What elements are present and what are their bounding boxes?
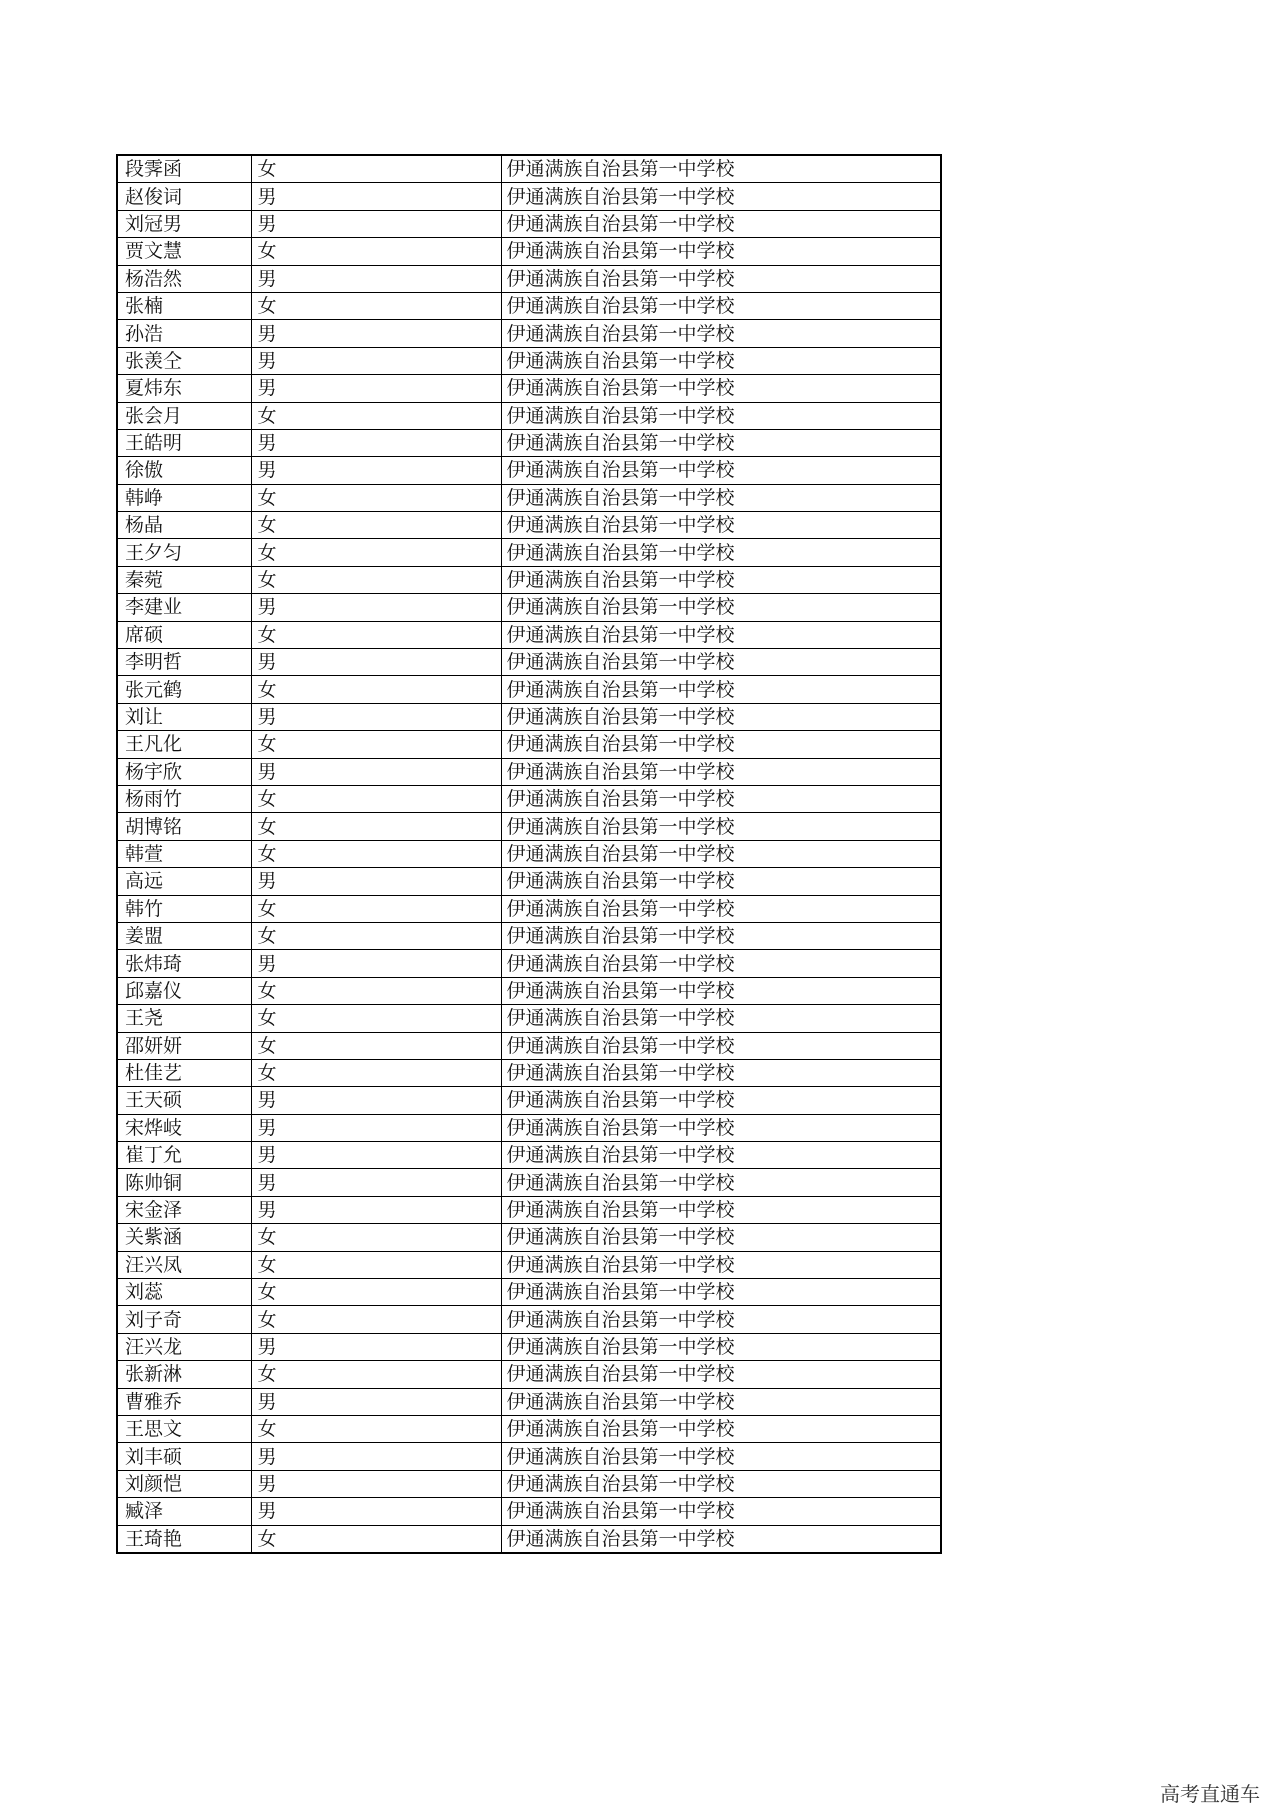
table-row [117, 1279, 941, 1306]
table-row [117, 1443, 941, 1470]
name-cell: 张炜琦 [117, 950, 251, 977]
name-cell: 徐傲 [117, 457, 251, 484]
name-cell: 邱嘉仪 [117, 977, 251, 1004]
school-cell: 伊通满族自治县第一中学校 [501, 1279, 941, 1306]
name-cell: 胡博铭 [117, 813, 251, 840]
school-cell: 伊通满族自治县第一中学校 [501, 594, 941, 621]
gender-cell: 男 [251, 1333, 501, 1360]
table-row [117, 1415, 941, 1442]
table-row [117, 566, 941, 593]
gender-cell: 女 [251, 785, 501, 812]
school-cell: 伊通满族自治县第一中学校 [501, 1415, 941, 1442]
table-row [117, 676, 941, 703]
name-cell: 汪兴凤 [117, 1251, 251, 1278]
table-row [117, 457, 941, 484]
gender-cell: 男 [251, 1443, 501, 1470]
roster-table-body [117, 155, 941, 1553]
name-cell: 韩峥 [117, 484, 251, 511]
table-row [117, 155, 941, 183]
gender-cell: 女 [251, 1005, 501, 1032]
gender-cell: 男 [251, 868, 501, 895]
gender-cell: 女 [251, 977, 501, 1004]
table-row [117, 1169, 941, 1196]
table-row [117, 1361, 941, 1388]
name-cell: 宋烨岐 [117, 1114, 251, 1141]
school-cell: 伊通满族自治县第一中学校 [501, 868, 941, 895]
school-cell: 伊通满族自治县第一中学校 [501, 1443, 941, 1470]
school-cell: 伊通满族自治县第一中学校 [501, 375, 941, 402]
school-cell: 伊通满族自治县第一中学校 [501, 457, 941, 484]
school-cell: 伊通满族自治县第一中学校 [501, 840, 941, 867]
school-cell: 伊通满族自治县第一中学校 [501, 539, 941, 566]
gender-cell: 男 [251, 1388, 501, 1415]
table-row [117, 1142, 941, 1169]
school-cell: 伊通满族自治县第一中学校 [501, 1498, 941, 1525]
school-cell: 伊通满族自治县第一中学校 [501, 402, 941, 429]
table-row [117, 1224, 941, 1251]
name-cell: 王天硕 [117, 1087, 251, 1114]
school-cell: 伊通满族自治县第一中学校 [501, 265, 941, 292]
gender-cell: 女 [251, 1059, 501, 1086]
school-cell: 伊通满族自治县第一中学校 [501, 210, 941, 237]
name-cell: 王尧 [117, 1005, 251, 1032]
gender-cell: 男 [251, 265, 501, 292]
name-cell: 席硕 [117, 621, 251, 648]
school-cell: 伊通满族自治县第一中学校 [501, 1361, 941, 1388]
name-cell: 李明哲 [117, 649, 251, 676]
school-cell: 伊通满族自治县第一中学校 [501, 1388, 941, 1415]
gender-cell: 女 [251, 238, 501, 265]
school-cell: 伊通满族自治县第一中学校 [501, 621, 941, 648]
name-cell: 杨浩然 [117, 265, 251, 292]
school-cell: 伊通满族自治县第一中学校 [501, 484, 941, 511]
school-cell: 伊通满族自治县第一中学校 [501, 183, 941, 210]
gender-cell: 女 [251, 566, 501, 593]
school-cell: 伊通满族自治县第一中学校 [501, 676, 941, 703]
table-row [117, 731, 941, 758]
table-row [117, 649, 941, 676]
table-row [117, 1306, 941, 1333]
school-cell: 伊通满族自治县第一中学校 [501, 238, 941, 265]
gender-cell: 女 [251, 1525, 501, 1553]
gender-cell: 女 [251, 402, 501, 429]
school-cell: 伊通满族自治县第一中学校 [501, 895, 941, 922]
table-row [117, 922, 941, 949]
table-row [117, 238, 941, 265]
school-cell: 伊通满族自治县第一中学校 [501, 1251, 941, 1278]
name-cell: 高远 [117, 868, 251, 895]
table-row [117, 868, 941, 895]
school-cell: 伊通满族自治县第一中学校 [501, 347, 941, 374]
name-cell: 贾文慧 [117, 238, 251, 265]
school-cell: 伊通满族自治县第一中学校 [501, 1169, 941, 1196]
gender-cell: 女 [251, 1032, 501, 1059]
table-row [117, 785, 941, 812]
gender-cell: 女 [251, 676, 501, 703]
table-row [117, 977, 941, 1004]
gender-cell: 女 [251, 895, 501, 922]
table-row [117, 1498, 941, 1525]
school-cell: 伊通满族自治县第一中学校 [501, 950, 941, 977]
name-cell: 汪兴龙 [117, 1333, 251, 1360]
gender-cell: 男 [251, 1470, 501, 1497]
gender-cell: 男 [251, 183, 501, 210]
school-cell: 伊通满族自治县第一中学校 [501, 1196, 941, 1223]
name-cell: 张楠 [117, 292, 251, 319]
gender-cell: 男 [251, 758, 501, 785]
table-row [117, 429, 941, 456]
gender-cell: 男 [251, 457, 501, 484]
table-row [117, 813, 941, 840]
table-row [117, 512, 941, 539]
table-row [117, 265, 941, 292]
table-row [117, 375, 941, 402]
gender-cell: 男 [251, 347, 501, 374]
table-row [117, 1470, 941, 1497]
table-row [117, 1196, 941, 1223]
gender-cell: 女 [251, 840, 501, 867]
name-cell: 宋金泽 [117, 1196, 251, 1223]
school-cell: 伊通满族自治县第一中学校 [501, 785, 941, 812]
gender-cell: 男 [251, 594, 501, 621]
table-row [117, 1087, 941, 1114]
school-cell: 伊通满族自治县第一中学校 [501, 1470, 941, 1497]
name-cell: 杨晶 [117, 512, 251, 539]
table-row [117, 1032, 941, 1059]
name-cell: 王凡化 [117, 731, 251, 758]
table-row [117, 1388, 941, 1415]
name-cell: 杜佳艺 [117, 1059, 251, 1086]
gender-cell: 女 [251, 1224, 501, 1251]
school-cell: 伊通满族自治县第一中学校 [501, 429, 941, 456]
school-cell: 伊通满族自治县第一中学校 [501, 155, 941, 183]
table-row [117, 1114, 941, 1141]
gender-cell: 女 [251, 621, 501, 648]
gender-cell: 女 [251, 1306, 501, 1333]
name-cell: 王皓明 [117, 429, 251, 456]
school-cell: 伊通满族自治县第一中学校 [501, 703, 941, 730]
name-cell: 张会月 [117, 402, 251, 429]
table-row [117, 210, 941, 237]
gender-cell: 女 [251, 1251, 501, 1278]
school-cell: 伊通满族自治县第一中学校 [501, 512, 941, 539]
name-cell: 关紫涵 [117, 1224, 251, 1251]
table-row [117, 484, 941, 511]
name-cell: 刘子奇 [117, 1306, 251, 1333]
name-cell: 夏炜东 [117, 375, 251, 402]
gender-cell: 男 [251, 320, 501, 347]
name-cell: 张新淋 [117, 1361, 251, 1388]
table-row [117, 1525, 941, 1553]
name-cell: 刘让 [117, 703, 251, 730]
gender-cell: 女 [251, 1279, 501, 1306]
gender-cell: 男 [251, 1498, 501, 1525]
name-cell: 邵妍妍 [117, 1032, 251, 1059]
school-cell: 伊通满族自治县第一中学校 [501, 1142, 941, 1169]
school-cell: 伊通满族自治县第一中学校 [501, 1306, 941, 1333]
gender-cell: 女 [251, 484, 501, 511]
table-row [117, 539, 941, 566]
school-cell: 伊通满族自治县第一中学校 [501, 731, 941, 758]
gender-cell: 女 [251, 292, 501, 319]
gender-cell: 男 [251, 1169, 501, 1196]
school-cell: 伊通满族自治县第一中学校 [501, 649, 941, 676]
name-cell: 孙浩 [117, 320, 251, 347]
name-cell: 李建业 [117, 594, 251, 621]
school-cell: 伊通满族自治县第一中学校 [501, 813, 941, 840]
gender-cell: 男 [251, 1114, 501, 1141]
gender-cell: 女 [251, 512, 501, 539]
name-cell: 刘颜恺 [117, 1470, 251, 1497]
gender-cell: 男 [251, 1196, 501, 1223]
name-cell: 王夕匀 [117, 539, 251, 566]
name-cell: 段霁函 [117, 155, 251, 183]
table-row [117, 895, 941, 922]
table-row [117, 1059, 941, 1086]
gender-cell: 男 [251, 950, 501, 977]
table-row [117, 292, 941, 319]
school-cell: 伊通满族自治县第一中学校 [501, 566, 941, 593]
gender-cell: 男 [251, 1087, 501, 1114]
gender-cell: 男 [251, 375, 501, 402]
gender-cell: 男 [251, 210, 501, 237]
gender-cell: 男 [251, 649, 501, 676]
school-cell: 伊通满族自治县第一中学校 [501, 1525, 941, 1553]
name-cell: 杨宇欣 [117, 758, 251, 785]
table-row [117, 347, 941, 374]
name-cell: 王思文 [117, 1415, 251, 1442]
table-row [117, 621, 941, 648]
school-cell: 伊通满族自治县第一中学校 [501, 1005, 941, 1032]
table-row [117, 1005, 941, 1032]
table-row [117, 950, 941, 977]
name-cell: 陈帅铜 [117, 1169, 251, 1196]
table-row [117, 320, 941, 347]
name-cell: 刘蕊 [117, 1279, 251, 1306]
name-cell: 姜盟 [117, 922, 251, 949]
table-row [117, 1333, 941, 1360]
school-cell: 伊通满族自治县第一中学校 [501, 758, 941, 785]
school-cell: 伊通满族自治县第一中学校 [501, 320, 941, 347]
table-row [117, 840, 941, 867]
roster-table [116, 154, 942, 1554]
name-cell: 秦菀 [117, 566, 251, 593]
gender-cell: 女 [251, 731, 501, 758]
gender-cell: 女 [251, 539, 501, 566]
school-cell: 伊通满族自治县第一中学校 [501, 1032, 941, 1059]
school-cell: 伊通满族自治县第一中学校 [501, 977, 941, 1004]
school-cell: 伊通满族自治县第一中学校 [501, 292, 941, 319]
name-cell: 张元鹤 [117, 676, 251, 703]
table-row [117, 1251, 941, 1278]
name-cell: 韩竹 [117, 895, 251, 922]
gender-cell: 女 [251, 155, 501, 183]
table-row [117, 703, 941, 730]
name-cell: 王琦艳 [117, 1525, 251, 1553]
table-row [117, 402, 941, 429]
school-cell: 伊通满族自治县第一中学校 [501, 1114, 941, 1141]
gender-cell: 女 [251, 1415, 501, 1442]
gender-cell: 男 [251, 703, 501, 730]
name-cell: 杨雨竹 [117, 785, 251, 812]
name-cell: 张羡仝 [117, 347, 251, 374]
gender-cell: 男 [251, 429, 501, 456]
gender-cell: 女 [251, 1361, 501, 1388]
table-row [117, 183, 941, 210]
gender-cell: 男 [251, 1142, 501, 1169]
name-cell: 刘丰硕 [117, 1443, 251, 1470]
name-cell: 韩萱 [117, 840, 251, 867]
school-cell: 伊通满族自治县第一中学校 [501, 1224, 941, 1251]
watermark-text: 高考直通车 [1160, 1782, 1260, 1806]
name-cell: 刘冠男 [117, 210, 251, 237]
school-cell: 伊通满族自治县第一中学校 [501, 1333, 941, 1360]
school-cell: 伊通满族自治县第一中学校 [501, 1087, 941, 1114]
table-row [117, 758, 941, 785]
school-cell: 伊通满族自治县第一中学校 [501, 1059, 941, 1086]
name-cell: 臧泽 [117, 1498, 251, 1525]
name-cell: 曹雅乔 [117, 1388, 251, 1415]
name-cell: 赵俊词 [117, 183, 251, 210]
school-cell: 伊通满族自治县第一中学校 [501, 922, 941, 949]
gender-cell: 女 [251, 813, 501, 840]
table-row [117, 594, 941, 621]
gender-cell: 女 [251, 922, 501, 949]
name-cell: 崔丁允 [117, 1142, 251, 1169]
